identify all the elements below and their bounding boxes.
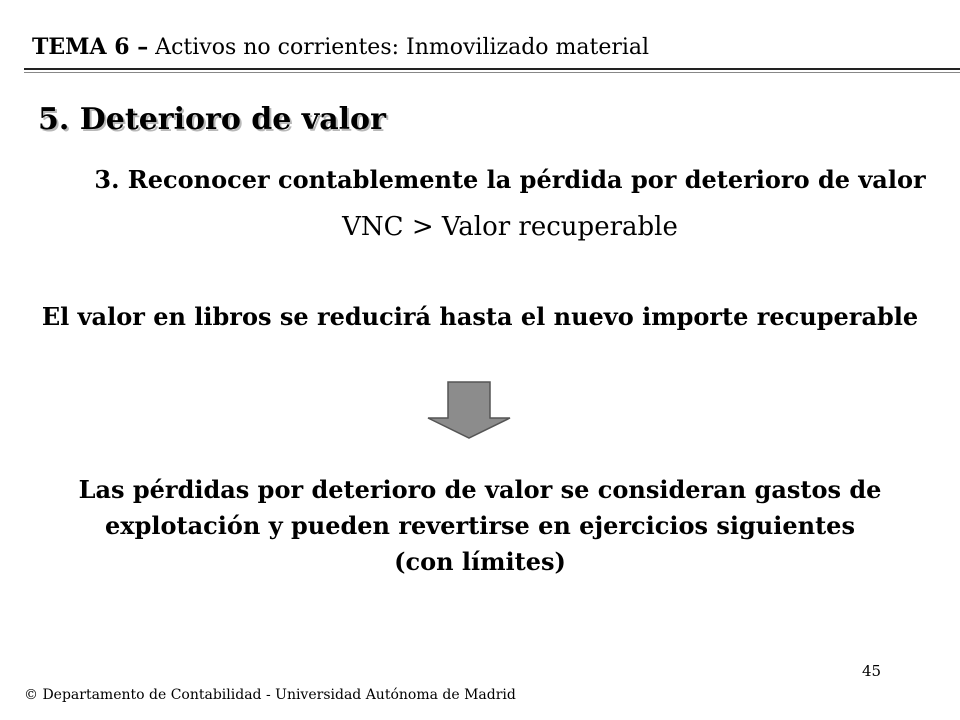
down-arrow-icon bbox=[424, 380, 514, 440]
header-title bbox=[32, 34, 649, 60]
subtitle: 3. Reconocer contablemente la pérdida por deterioro de valor bbox=[94, 165, 926, 194]
section-title: 5. Deterioro de valor bbox=[38, 102, 386, 137]
header-divider-thin bbox=[24, 72, 960, 73]
conclusion-line-1: Las pérdidas por deterioro de valor se consideran gastos de bbox=[78, 475, 882, 504]
header-divider bbox=[24, 68, 960, 70]
statement: El valor en libros se reducirá hasta el nuevo importe recuperable bbox=[41, 302, 919, 331]
footer-copyright: © Departamento de Contabilidad - Universidad Autónoma de Madrid bbox=[24, 687, 516, 703]
topic-title: Activos no corrientes: Inmovilizado material bbox=[148, 35, 650, 60]
page-number: 45 bbox=[862, 662, 882, 680]
conclusion-line-3: (con límites) bbox=[394, 547, 566, 576]
formula: VNC > Valor recuperable bbox=[342, 212, 678, 242]
conclusion-line-2: explotación y pueden revertirse en ejercicios siguientes bbox=[105, 511, 855, 540]
conclusion bbox=[60, 472, 900, 580]
topic-label: TEMA 6 – bbox=[32, 34, 149, 60]
